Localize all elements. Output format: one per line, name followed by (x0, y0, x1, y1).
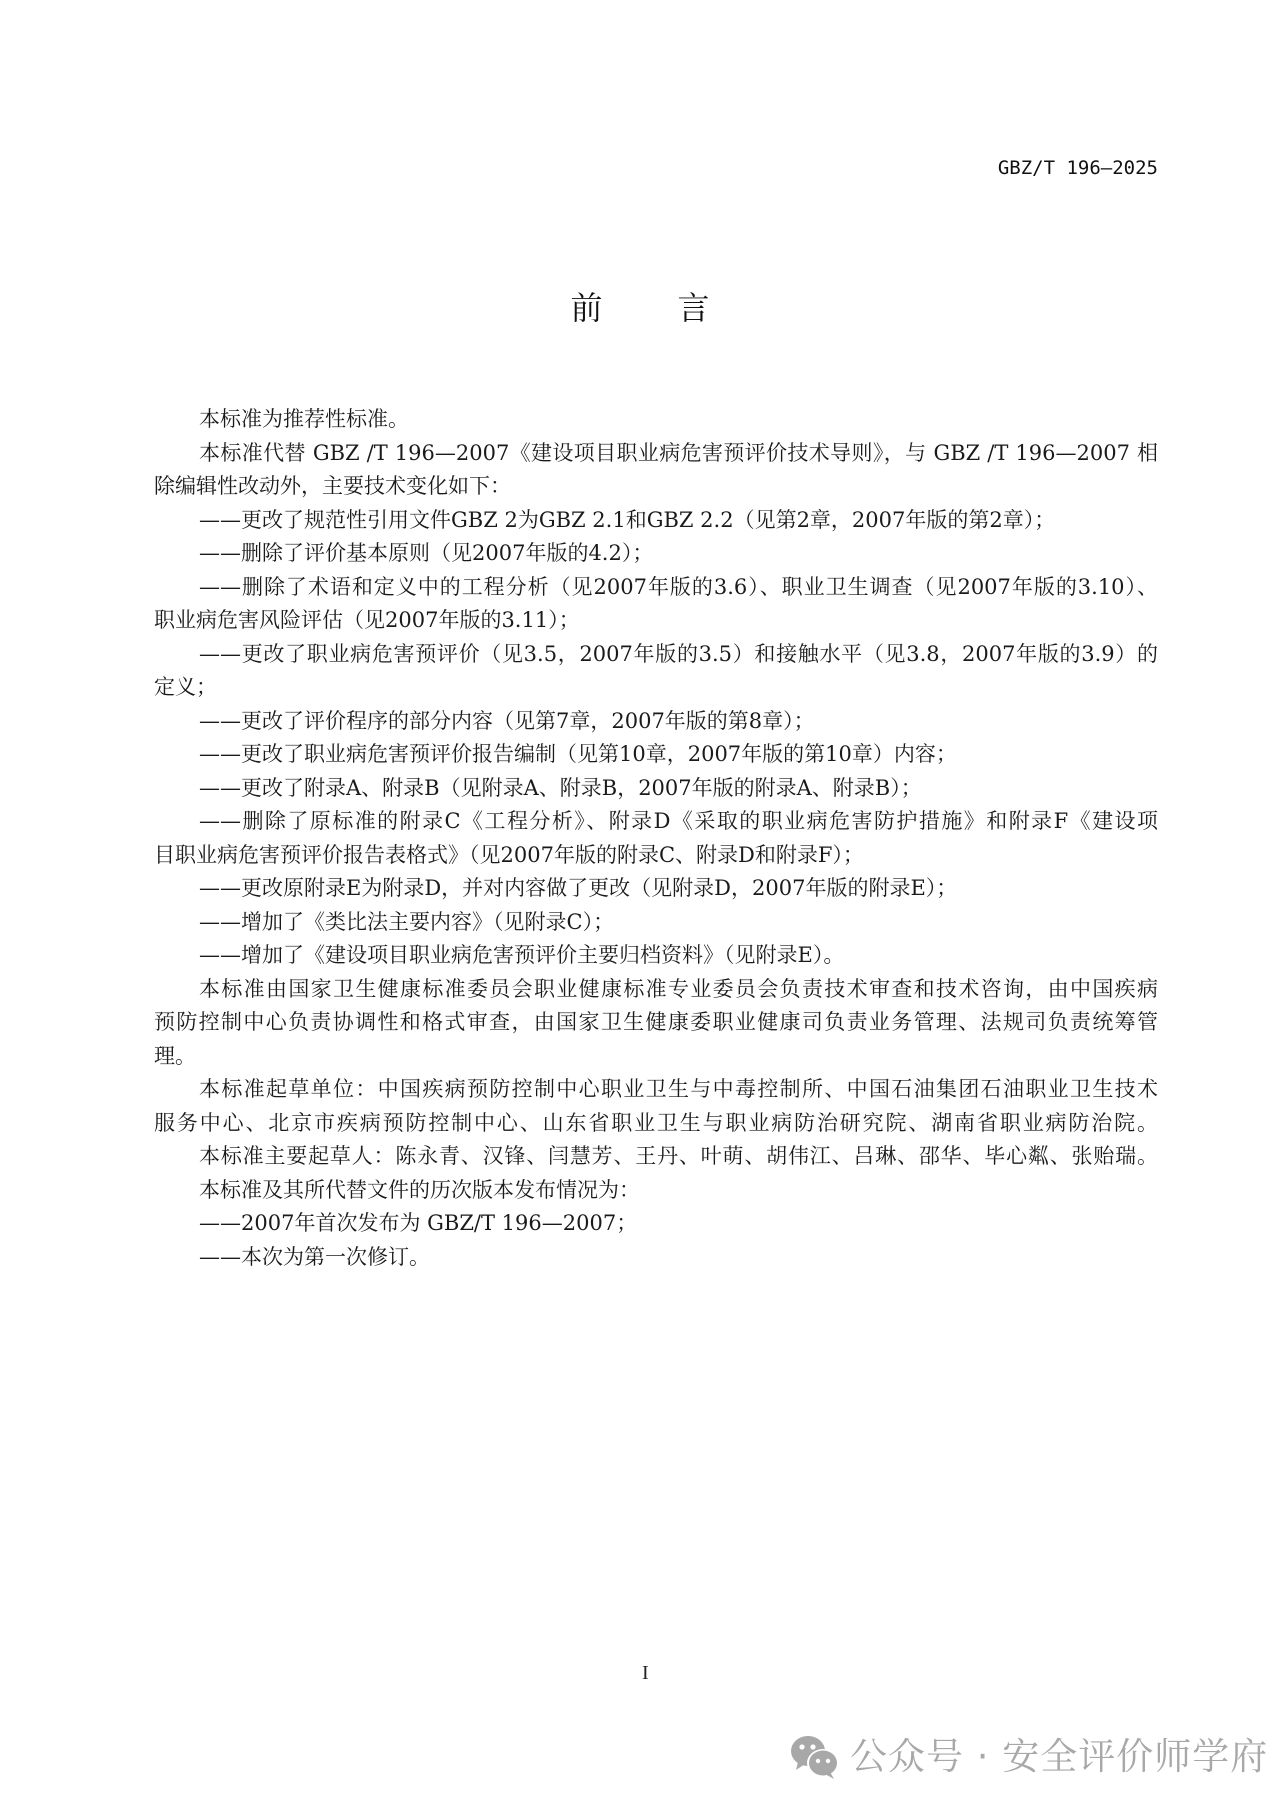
body-text-line: ——更改了附录A、附录B（见附录A、附录B，2007年版的附录A、附录B）； (199, 775, 922, 800)
body-text-line: ——增加了《建设项目职业病危害预评价主要归档资料》（见附录E）。 (199, 943, 845, 967)
body-text-line: ——删除了评价基本原则（见2007年版的4.2）； (199, 541, 654, 565)
body-text-line: ——更改了规范性引用文件GBZ 2为GBZ 2.1和GBZ 2.2（见第2章，2007年版的第2章）； (199, 507, 1056, 532)
watermark-text: 公众号 · 安全评价师学府 (850, 1735, 1269, 1778)
body-text-line: 除编辑性改动外，主要技术变化如下： (154, 474, 511, 498)
foreword-body (154, 403, 1158, 1274)
body-text-line: 本标准主要起草人：陈永青、汉锋、闫慧芳、王丹、叶萌、胡伟江、吕琳、邵华、毕心粼、张贻瑞。 (199, 1144, 1158, 1168)
body-text-line: ——2007年首次发布为 GBZ/T 196—2007； (199, 1211, 638, 1235)
body-text-line: ——本次为第一次修订。 (199, 1244, 430, 1269)
body-text-line: ——更改原附录E为附录D，并对内容做了更改（见附录D，2007年版的附录E）； (199, 876, 958, 900)
body-text-line: ——增加了《类比法主要内容》（见附录C）； (199, 909, 615, 934)
body-text-line: ——删除了原标准的附录C《工程分析》、附录D《采取的职业病危害防护措施》和附录F《建设项 (199, 809, 1158, 833)
body-text-line: 服务中心、北京市疾病预防控制中心、山东省职业卫生与职业病防治研究院、湖南省职业病防治院。 (154, 1110, 1158, 1135)
body-text-line: 本标准为推荐性标准。 (199, 407, 409, 431)
body-text-line: 目职业病危害预评价报告表格式》（见2007年版的附录C、附录D和附录F）； (154, 842, 864, 867)
wechat-icon (790, 1734, 840, 1780)
body-text-line: 本标准及其所代替文件的历次版本发布情况为： (199, 1177, 640, 1202)
body-text-line: ——更改了评价程序的部分内容（见第7章，2007年版的第8章）； (199, 708, 815, 733)
body-text-line: ——删除了术语和定义中的工程分析（见2007年版的3.6）、职业卫生调查（见2007年版的3.10）、 (199, 574, 1158, 599)
body-text-line: ——更改了职业病危害预评价（见3.5，2007年版的3.5）和接触水平（见3.8，2007年版的3.9）的 (199, 641, 1158, 666)
watermark (790, 1733, 1268, 1781)
body-text-line: 本标准由国家卫生健康标准委员会职业健康标准专业委员会负责技术审查和技术咨询，由中国疾病 (199, 976, 1158, 1001)
page-title-char: 前 (570, 289, 603, 327)
body-text-line: ——更改了职业病危害预评价报告编制（见第10章，2007年版的第10章）内容； (199, 742, 957, 766)
body-text-line: 职业病危害风险评估（见2007年版的3.11）； (154, 608, 580, 632)
body-text-line: 本标准代替 GBZ /T 196—2007《建设项目职业病危害预评价技术导则》，与 GBZ /T 196—2007 相 (199, 440, 1158, 465)
page-title (0, 288, 1280, 328)
body-text-line: 预防控制中心负责协调性和格式审查，由国家卫生健康委职业健康司负责业务管理、法规司负责统筹管 (154, 1010, 1158, 1034)
body-text-line: 本标准起草单位：中国疾病预防控制中心职业卫生与中毒控制所、中国石油集团石油职业卫生技术 (199, 1077, 1158, 1101)
page-title-char: 言 (677, 289, 710, 327)
body-text-line: 理。 (154, 1043, 196, 1068)
page-number: I (642, 1662, 649, 1684)
body-text-line: 定义； (154, 675, 217, 699)
standard-code-header: GBZ/T 196—2025 (997, 157, 1158, 179)
